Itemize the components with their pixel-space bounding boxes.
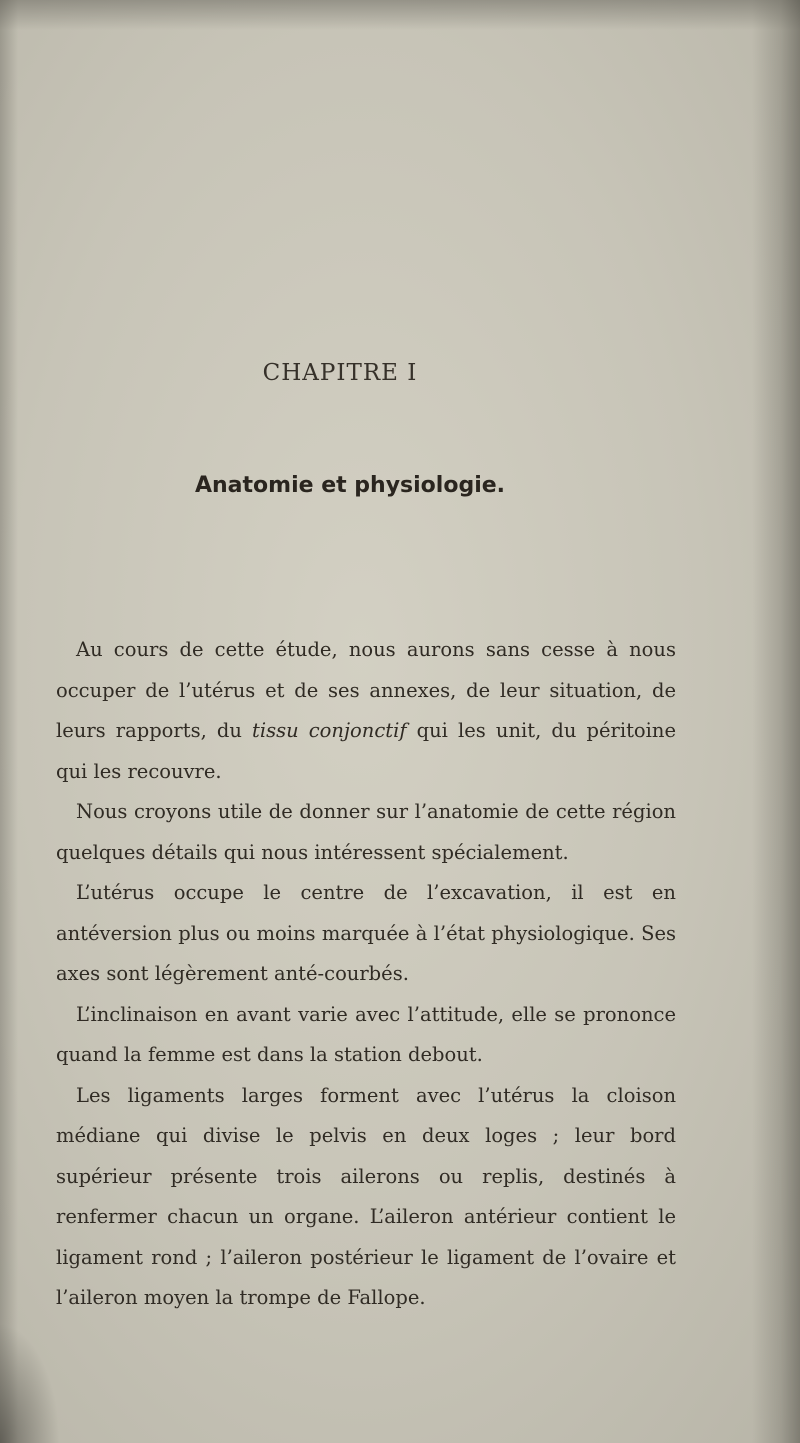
paragraph-1 <box>56 630 676 792</box>
paragraph-4: L’inclinaison en avant varie avec l’attitude, elle se prononce quand la femme est dans la station debout. <box>56 1002 676 1066</box>
page-corner-shadow <box>0 1323 60 1443</box>
page-edge-left <box>0 0 18 1443</box>
chapter-title: CHAPITRE I <box>262 360 418 386</box>
body-text <box>56 630 676 1319</box>
page-edge-right <box>752 0 800 1443</box>
section-title: Anatomie et physiologie. <box>194 473 506 498</box>
paragraph-1-text-before: Au cours de cette étude, nous aurons sans cesse à nous occuper de l’utérus et de ses annexes, de leur situation, de leurs rapports, du <box>56 638 676 742</box>
paragraph-1-emphasis: tissu conjonctif <box>252 719 407 742</box>
paragraph-5: Les ligaments larges forment avec l’utérus la cloison médiane qui divise le pelvis en deux loges ; leur bord supérieur présente trois ailerons ou replis, destinés à renfermer chacun un organe. L’aileron antérieur contient le ligament rond ; l’aileron postérieur le ligament de l’ovaire et l’aileron moyen la trompe de Fallope. <box>56 1083 676 1309</box>
paragraph-1-text-after: qui les unit, du péritoine qui les recouvre. <box>56 719 677 783</box>
paragraph-2: Nous croyons utile de donner sur l’anatomie de cette région quelques détails qui nous intéressent spécialement. <box>56 800 676 864</box>
paragraph-3: L’utérus occupe le centre de l’excavation, il est en antéversion plus ou moins marquée à l’état physiologique. Ses axes sont légèrement anté-courbés. <box>56 881 676 985</box>
page-edge-top <box>0 0 800 30</box>
